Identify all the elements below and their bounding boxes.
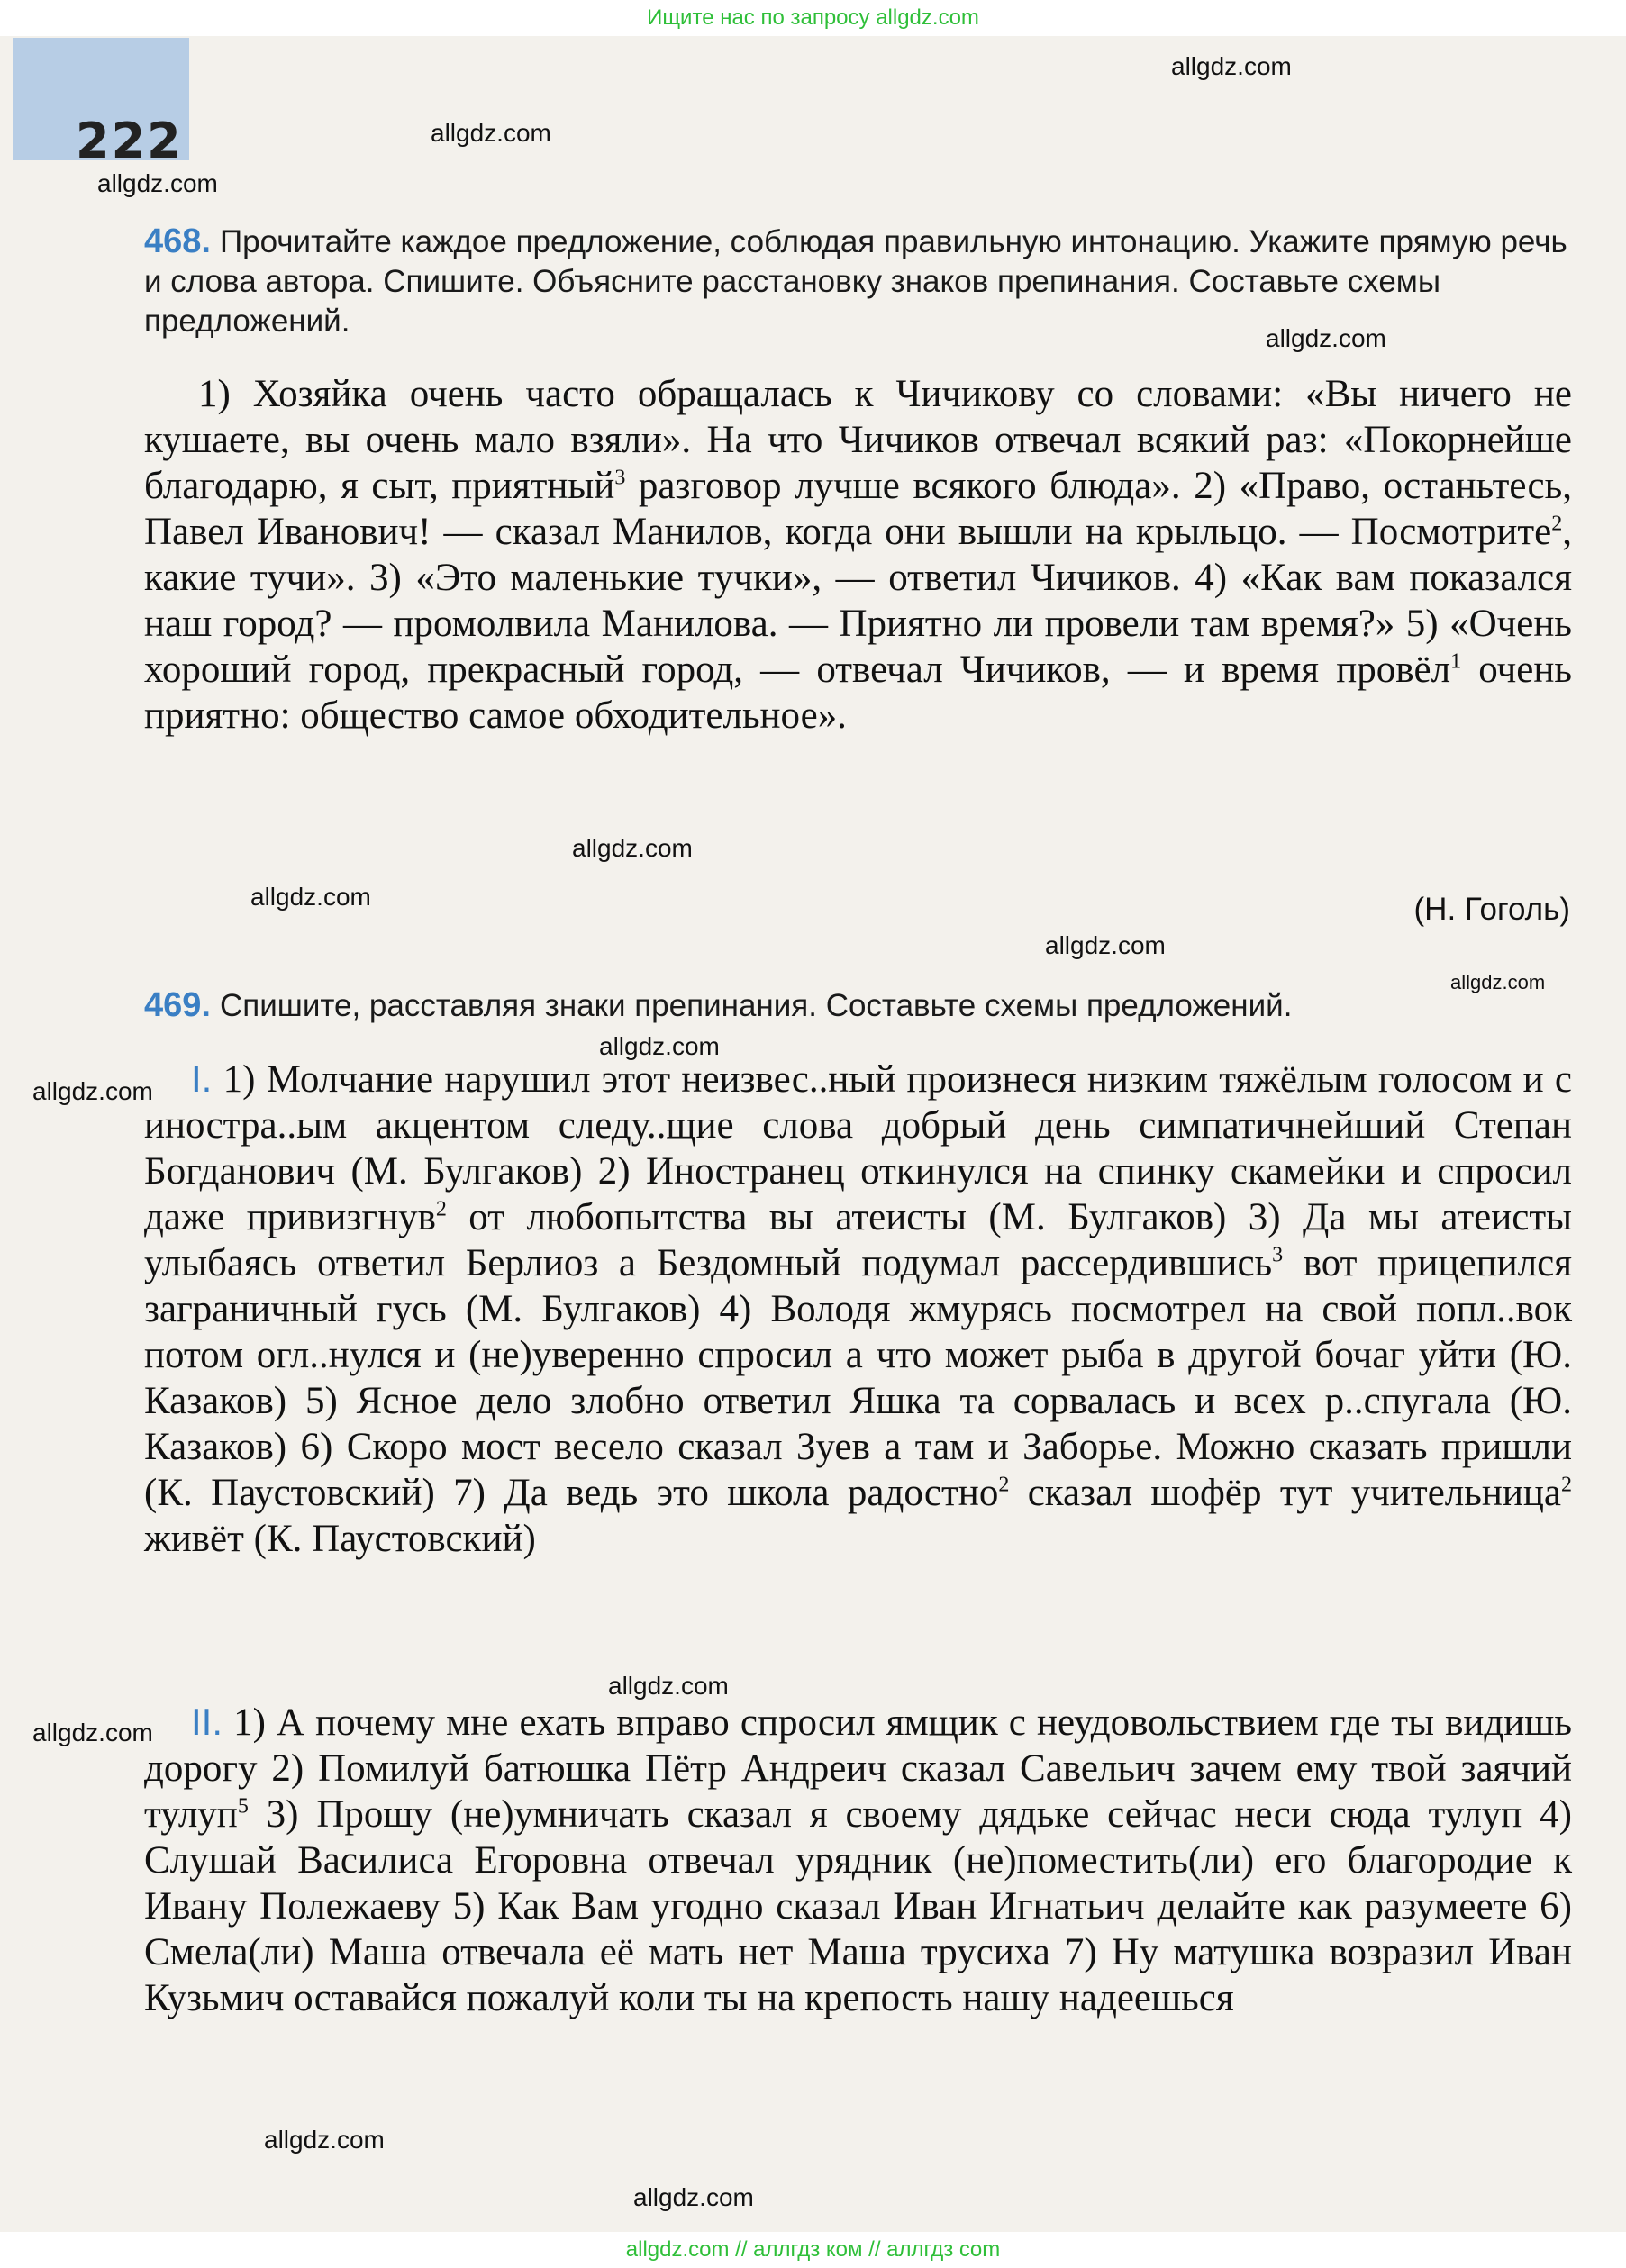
watermark: allgdz.com <box>572 834 693 862</box>
task-468-number: 468. <box>144 222 211 260</box>
text-fragment: , какие тучи». 3) «Это маленькие тучки», — ответил Чичиков. 4) «Как вам показался наш город? — промолвила Манилова. — Приятно ли провели там время?» 5) «Очень хороший город, прекрасный город, — отвечал Чичиков, — и время провёл <box>144 511 1572 691</box>
watermark: allgdz.com <box>1450 971 1546 993</box>
text-fragment: очень приятно: общество самое обходительное». <box>144 649 1572 737</box>
task-469-number: 469. <box>144 986 211 1024</box>
watermark: allgdz.com <box>599 1032 720 1060</box>
watermark: allgdz.com <box>250 883 371 911</box>
watermark: allgdz.com <box>97 169 218 197</box>
text-fragment: сказал шофёр тут учительница <box>1009 1472 1561 1514</box>
watermark: allgdz.com <box>264 2126 385 2154</box>
page-number: 222 <box>76 113 183 169</box>
text-fragment: 3) Прошу (не)умничать сказал я своему дядьке сейчас неси сюда тулуп 4) Слушай Василиса Егоровна отвечал урядник (не)поместить(ли) его благородие к Ивану Полежаеву 5) Как Вам угодно сказал Иван Игнатьич делайте как разумеете 6) Смела(ли) Маша отвечала её мать нет Маша трусиха 7) Ну матушка возразил Иван Кузьмич оставайся пожалуй коли ты на крепость нашу надеешься <box>144 1793 1572 2019</box>
watermark: allgdz.com <box>608 1672 729 1700</box>
text-fragment: 1) Молчание нарушил этот неизвес..ный произнеся низким тяжёлым голосом и с иностра..ым акцентом следу..щие слова добрый день симпатичнейший Степан Богданович (М. Булгаков) 2) Иностранец откинулся на спинку скамейки и спросил даже привизгнув <box>144 1058 1573 1238</box>
task-468-header <box>144 222 1572 341</box>
watermark: allgdz.com <box>32 1077 153 1105</box>
bottom-banner[interactable]: allgdz.com // аллгдз ком // аллгдз com <box>0 2232 1626 2268</box>
watermark: allgdz.com <box>1045 931 1166 959</box>
part-label: I. <box>191 1057 213 1100</box>
footnote-mark: 2 <box>1561 1473 1572 1497</box>
text-fragment: от любопытства вы атеисты (М. Булгаков) 3) Да мы атеисты улыбаясь ответил Берлиоз а Бездомный подумал рассердившись <box>144 1196 1573 1284</box>
author-attribution: (Н. Гоголь) <box>1413 892 1570 927</box>
task-468-instruction: Прочитайте каждое предложение, соблюдая правильную интонацию. Укажите прямую речь и слова автора. Спишите. Объясните расстановку знаков препинания. Составьте схемы предложений. <box>144 224 1567 339</box>
text-fragment: вот прицепился заграничный гусь (М. Булгаков) 4) Володя жмурясь посмотрел на свой попл..вок потом огл..нулся и (не)уверенно спросил а что может рыба в другой бочаг уйти (Ю. Казаков) 5) Ясное дело злобно ответил Яшка та сорвалась и всех р..спугала (Ю. Казаков) 6) Скоро мост весело сказал Зуев а там и Заборье. Можно сказать пришли (К. Паустовский) 7) Да ведь это школа радостно <box>144 1242 1573 1514</box>
watermark: allgdz.com <box>633 2183 754 2211</box>
task-469-header <box>144 985 1572 1026</box>
watermark: allgdz.com <box>1266 324 1386 352</box>
task-469-part-2 <box>144 1699 1572 2021</box>
footnote-mark: 2 <box>435 1197 447 1221</box>
text-fragment: живёт (К. Паустовский) <box>144 1518 536 1560</box>
task-468-text <box>144 371 1572 739</box>
footnote-mark: 3 <box>1272 1243 1284 1267</box>
text-fragment: 1) Хозяйка очень часто обращалась к Чичикову со словами: «Вы ничего не кушаете, вы очень мало взяли». На что Чичиков отвечал всякий раз: «Покорнейше благодарю, я сыт, приятный <box>144 373 1572 507</box>
watermark: allgdz.com <box>32 1719 153 1746</box>
text-fragment: 1) А почему мне ехать вправо спросил ямщик с неудовольствием где ты видишь дорогу 2) Помилуй батюшка Пётр Андреич сказал Савельич зачем ему твой заячий тулуп <box>144 1701 1573 1836</box>
footnote-mark: 2 <box>998 1473 1010 1497</box>
top-banner[interactable]: Ищите нас по запросу allgdz.com <box>0 0 1626 36</box>
watermark: allgdz.com <box>1171 52 1292 80</box>
footnote-mark: 2 <box>1551 512 1563 536</box>
footnote-mark: 1 <box>1450 649 1462 674</box>
task-469-part-1 <box>144 1056 1572 1562</box>
footnote-mark: 3 <box>614 466 626 490</box>
watermark: allgdz.com <box>431 119 551 147</box>
text-fragment: разговор лучше всякого блюда». 2) «Право, останьтесь, Павел Иванович! — сказал Манилов, когда они вышли на крыльцо. — Посмотрите <box>144 465 1573 553</box>
footnote-mark: 5 <box>237 1794 249 1819</box>
part-label: II. <box>191 1701 223 1743</box>
task-469-instruction: Спишите, расставляя знаки препинания. Составьте схемы предложений. <box>219 988 1293 1023</box>
